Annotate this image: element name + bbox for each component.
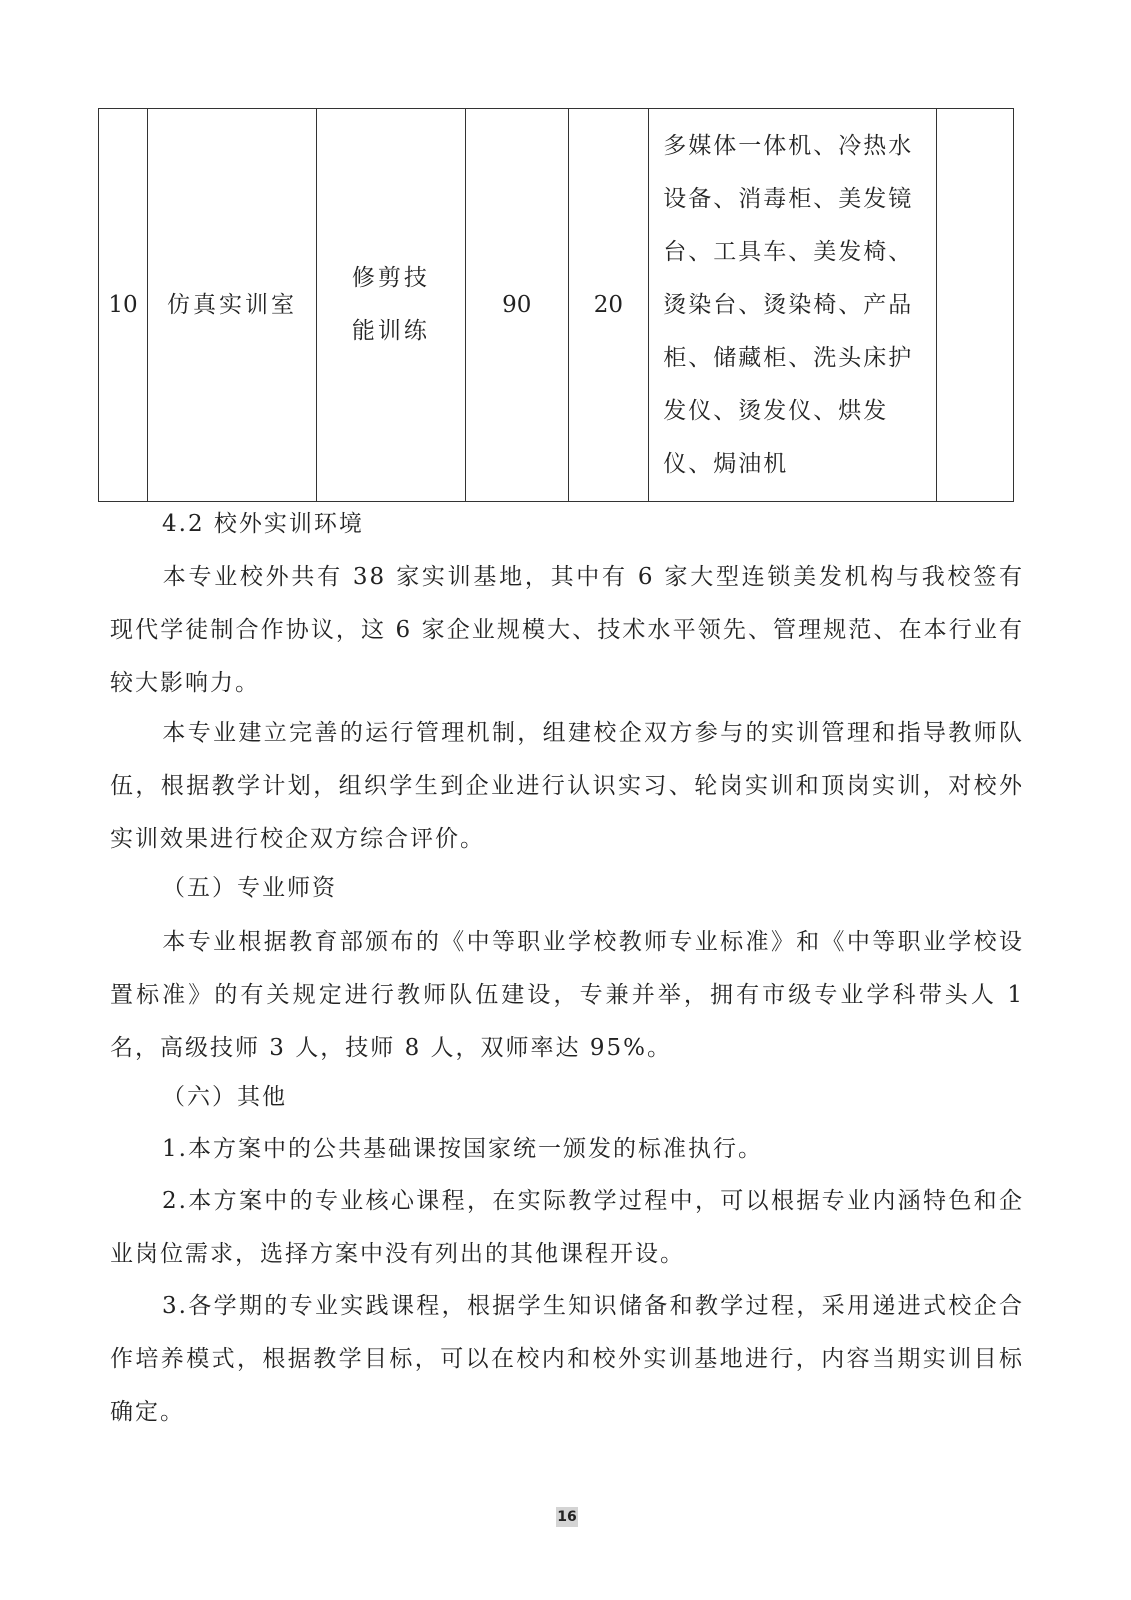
offcampus-paragraph-1-text: 本专业校外共有 38 家实训基地，其中有 6 家大型连锁美发机构与我校签有现代学徒制合作协议，这 6 家企业规模大、技术水平领先、管理规范、在本行业有较大影响力。 xyxy=(110,564,1024,696)
cell-room: 仿真实训室 xyxy=(147,109,316,502)
cell-stations: 20 xyxy=(568,109,648,502)
table-row xyxy=(99,109,1014,502)
other-paragraph-3 xyxy=(110,1280,1024,1439)
other-paragraph-3-text: 3.各学期的专业实践课程，根据学生知识储备和教学过程，采用递进式校企合作培养模式，根据教学目标，可以在校内和校外实训基地进行，内容当期实训目标确定。 xyxy=(110,1293,1024,1425)
other-paragraph-1 xyxy=(110,1123,1024,1176)
other-paragraph-2-text: 2.本方案中的专业核心课程，在实际教学过程中，可以根据专业内涵特色和企业岗位需求，选择方案中没有列出的其他课程开设。 xyxy=(110,1188,1024,1267)
cell-area: 90 xyxy=(465,109,568,502)
other-heading: （六）其他 xyxy=(162,1084,287,1110)
cell-remark xyxy=(936,109,1013,502)
cell-function: 修剪技能训练 xyxy=(317,109,466,502)
cell-equipment: 多媒体一体机、冷热水设备、消毒柜、美发镜台、工具车、美发椅、烫染台、烫染椅、产品柜、储藏柜、洗头床护发仪、烫发仪、烘发仪、焗油机 xyxy=(649,109,936,502)
teachers-paragraph xyxy=(110,916,1024,1075)
offcampus-paragraph-1 xyxy=(110,551,1024,710)
offcampus-heading: 4.2 校外实训环境 xyxy=(162,511,364,537)
teachers-heading: （五）专业师资 xyxy=(162,875,337,901)
cell-no: 10 xyxy=(99,109,148,502)
training-room-table xyxy=(98,108,1014,502)
offcampus-paragraph-2-text: 本专业建立完善的运行管理机制，组建校企双方参与的实训管理和指导教师队伍，根据教学计划，组织学生到企业进行认识实习、轮岗实训和顶岗实训，对校外实训效果进行校企双方综合评价。 xyxy=(110,720,1024,852)
teachers-paragraph-text: 本专业根据教育部颁布的《中等职业学校教师专业标准》和《中等职业学校设置标准》的有关规定进行教师队伍建设，专兼并举，拥有市级专业学科带头人 1 名，高级技师 3 人，技师 8 人，双师率达 95%。 xyxy=(110,929,1024,1061)
page-number: 16 xyxy=(557,1509,577,1525)
other-paragraph-1-text: 1.本方案中的公共基础课按国家统一颁发的标准执行。 xyxy=(162,1136,763,1162)
other-paragraph-2 xyxy=(110,1175,1024,1281)
offcampus-paragraph-2 xyxy=(110,707,1024,866)
